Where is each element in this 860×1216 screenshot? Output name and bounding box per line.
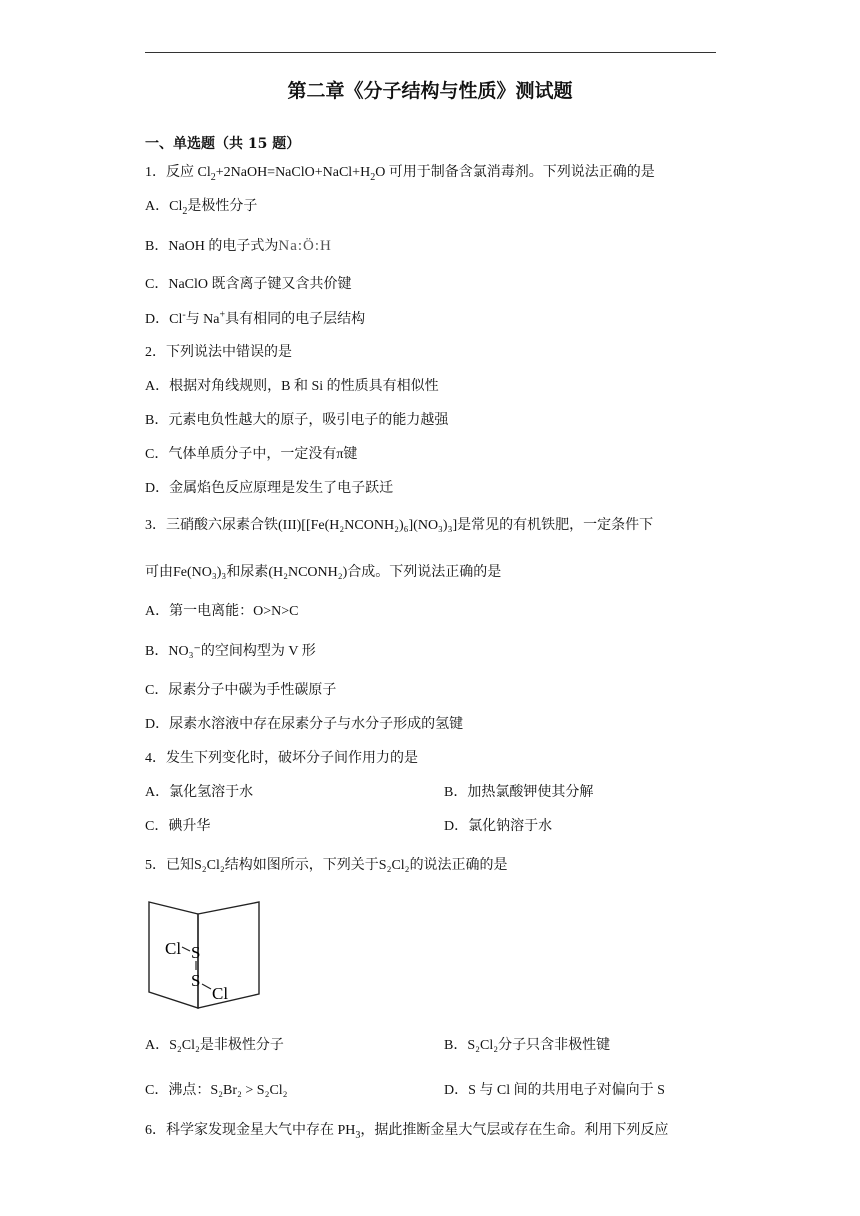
question-1-stem: 1．反应 $Cl_2+2NaOH=NaClO+NaCl+H_2O$ 可用于制备含氯消毒剂。下列说法正确的是 [145,165,655,183]
q3-option-a: A．第一电离能：O>N>C [145,604,299,619]
q1-option-d: D．Cl-与 Na+具有相同的电子层结构 [145,309,366,327]
q5-opt-c-part: C．沸点： [145,1083,211,1098]
q2-option-b: B．元素电负性越大的原子，吸引电子的能力越强 [145,413,449,428]
q5-stem-part: 结构如图所示，下列关于 [224,858,379,873]
q5-option-b [444,1036,610,1056]
naoh-electron-formula: Na:Ö:H [278,238,332,254]
q3-stem-part: ]是常见的有机铁肥，一定条件下 [452,518,654,533]
q6-stem-part: 6．科学家发现金星大气中存在 PH [145,1123,356,1138]
diagram-label-cl2: Cl [212,984,229,1003]
q3-stem-part: 可由 [145,565,173,580]
q6-stem-part: ，据此推断金星大气层或存在生命。利用下列反应 [360,1123,669,1138]
q4-option-b: B．加热氯酸钾使其分解 [444,785,594,800]
q4-option-c: C．碘升华 [145,819,211,834]
page-title: 第二章《分子结构与性质》测试题 [287,80,573,102]
question-2-stem: 2．下列说法中错误的是 [145,345,292,360]
q5-stem-part: 的说法正确的是 [409,858,508,873]
q5-option-d: D．S 与 Cl 间的共用电子对偏向于 S [444,1083,665,1098]
boiling-point-comparison: S₂Br₂ > S₂Cl₂ [210,1083,288,1098]
q3-stem-part: 和尿素 [226,565,269,580]
q1-opt-d-part: 具有相同的电子层结构 [225,312,366,327]
question-4-stem: 4．发生下列变化时，破坏分子间作用力的是 [145,751,418,766]
question-3-stem [145,516,653,536]
diagram-bond-s-cl [202,984,211,989]
q3-opt-b-part: 的空间构型为 V 形 [200,644,316,659]
q3-option-b [145,642,316,662]
q3-option-d: D．尿素水溶液中存在尿素分子与水分子形成的氢键 [145,717,464,732]
q1-option-c: C．NaClO 既含离子键又含共价键 [145,277,352,292]
q1-opt-d-part: D．Cl [145,312,183,327]
q2-option-a: A．根据对角线规则，B 和 Si 的性质具有相似性 [145,379,439,394]
q1-option-b [145,236,332,257]
complex-formula: [Fe(H₂NCONH₂)₆](NO₃)₃ [305,518,453,533]
fe-nitrate-formula: Fe(NO₃)₃ [173,565,227,580]
q1-stem-part: +2NaOH=NaClO+NaCl+H [215,165,371,180]
q3-opt-b-part: B． [145,644,169,659]
q1-stem-part: 1．反应 Cl [145,165,211,180]
q5-opt-b-part: B． [444,1038,468,1053]
q1-opt-a-part: 是极性分子 [187,199,258,214]
q1-opt-b-text: B．NaOH 的电子式为 [145,239,279,254]
q1-option-a: A．$Cl_2$是极性分子 [145,199,258,217]
diagram-label-cl1: Cl [165,939,182,958]
q1-stem-part: O 可用于制备含氯消毒剂。下列说法正确的是 [375,165,655,180]
s2cl2-formula: S₂Cl₂ [467,1038,499,1053]
q5-opt-a-part: A． [145,1038,170,1053]
q5-opt-a-part: 是非极性分子 [199,1038,284,1053]
q5-opt-b-part: 分子只含非极性键 [498,1038,611,1053]
q3-stem-part: 3．三硝酸六尿素合铁(III)[ [145,518,306,533]
diagram-label-s2: S [191,971,201,990]
q4-option-d: D．氯化钠溶于水 [444,819,553,834]
diagram-plane-right [198,902,259,1008]
q3-stem-part: 合成。下列说法正确的是 [347,565,502,580]
diagram-bond-cl-s [182,947,190,951]
q5-stem-part: 5．已知 [145,858,194,873]
s2cl2-structure-diagram [143,898,263,1010]
q4-option-a: A．氯化氢溶于水 [145,785,254,800]
urea-formula: (H₂NCONH₂) [268,565,348,580]
question-3-stem-cont [145,563,501,583]
top-rule [145,52,716,53]
q2-option-c: C．气体单质分子中，一定没有π键 [145,447,358,462]
section-heading: 一、单选题（共 15 题） [145,136,301,152]
s2cl2-formula: S₂Cl₂ [378,858,410,873]
q1-opt-a-part: A．Cl [145,199,183,214]
question-6-stem: 6．科学家发现金星大气中存在 $PH_3$，据此推断金星大气层或存在生命。利用下列反应 [145,1123,669,1141]
diagram-label-s1: S [191,943,201,962]
nitrate-ion-formula: NO₃⁻ [168,644,201,659]
q3-option-c: C．尿素分子中碳为手性碳原子 [145,683,337,698]
s2cl2-formula: S₂Cl₂ [169,1038,200,1053]
s2cl2-formula: S₂Cl₂ [194,858,225,873]
q1-opt-d-part: 与 Na [185,312,220,327]
q5-option-c [145,1081,288,1101]
question-5-stem [145,856,508,876]
q5-option-a [145,1036,284,1056]
q2-option-d: D．金属焰色反应原理是发生了电子跃迁 [145,481,394,496]
